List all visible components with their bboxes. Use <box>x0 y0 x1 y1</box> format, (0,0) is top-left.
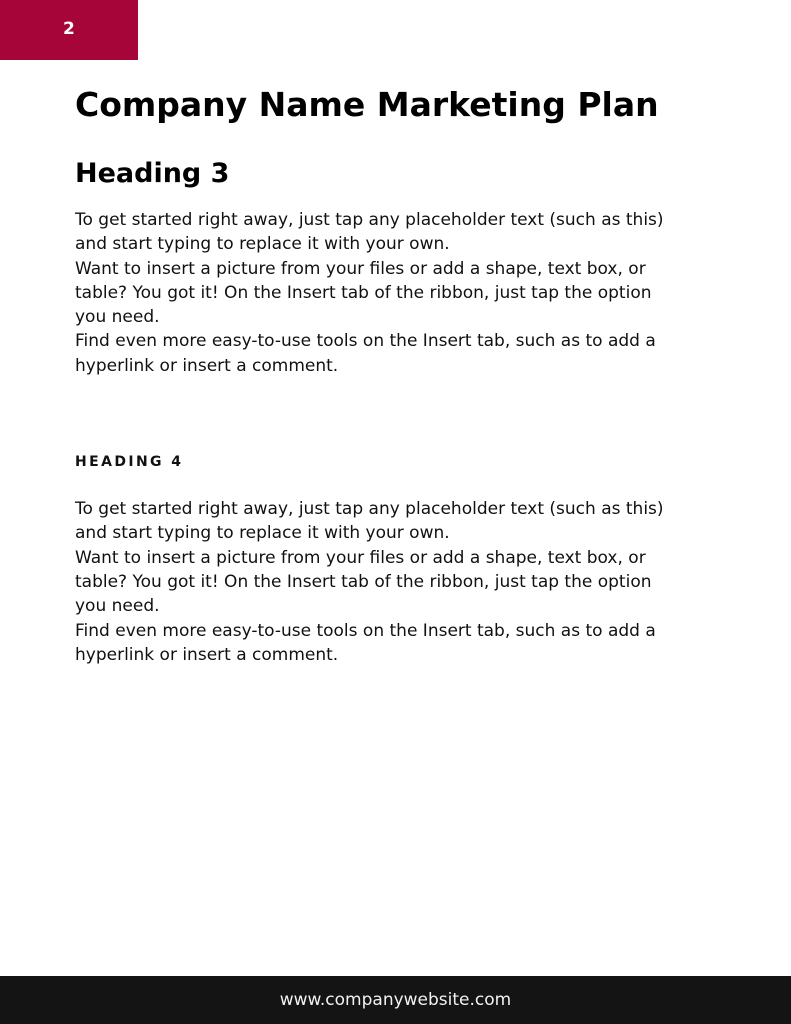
text-line: and start typing to replace it with your own. <box>75 234 450 255</box>
text-line: To get started right away, just tap any placeholder text (such as this) <box>75 499 664 520</box>
document-title: Company Name Marketing Plan <box>75 85 659 124</box>
footer-bar <box>0 976 791 1024</box>
footer-website: www.companywebsite.com <box>279 990 512 1010</box>
text-line: Want to insert a picture from your files or add a shape, text box, or <box>75 547 646 568</box>
text-line: Find even more easy-to-use tools on the Insert tab, such as to add a <box>75 620 656 641</box>
section-1-paragraph <box>75 208 735 378</box>
text-line: To get started right away, just tap any placeholder text (such as this) <box>75 210 664 230</box>
text-line: Find even more easy-to-use tools on the Insert tab, such as to add a <box>75 331 656 352</box>
text-line: and start typing to replace it with your own. <box>75 523 450 544</box>
section-heading-4: HEADING 4 <box>75 454 184 471</box>
page-number: 2 <box>63 19 75 39</box>
section-2-paragraph <box>75 497 735 667</box>
document-body <box>75 82 735 667</box>
text-line: table? You got it! On the Insert tab of the ribbon, just tap the option <box>75 282 652 303</box>
text-line: table? You got it! On the Insert tab of the ribbon, just tap the option <box>75 571 652 592</box>
page-number-tab <box>0 0 138 60</box>
text-line: hyperlink or insert a comment. <box>75 644 339 665</box>
text-line: Want to insert a picture from your files or add a shape, text box, or <box>75 258 646 279</box>
section-heading-3: Heading 3 <box>75 158 230 189</box>
text-line: you need. <box>75 307 160 328</box>
text-line: you need. <box>75 596 160 617</box>
text-line: hyperlink or insert a comment. <box>75 355 339 376</box>
